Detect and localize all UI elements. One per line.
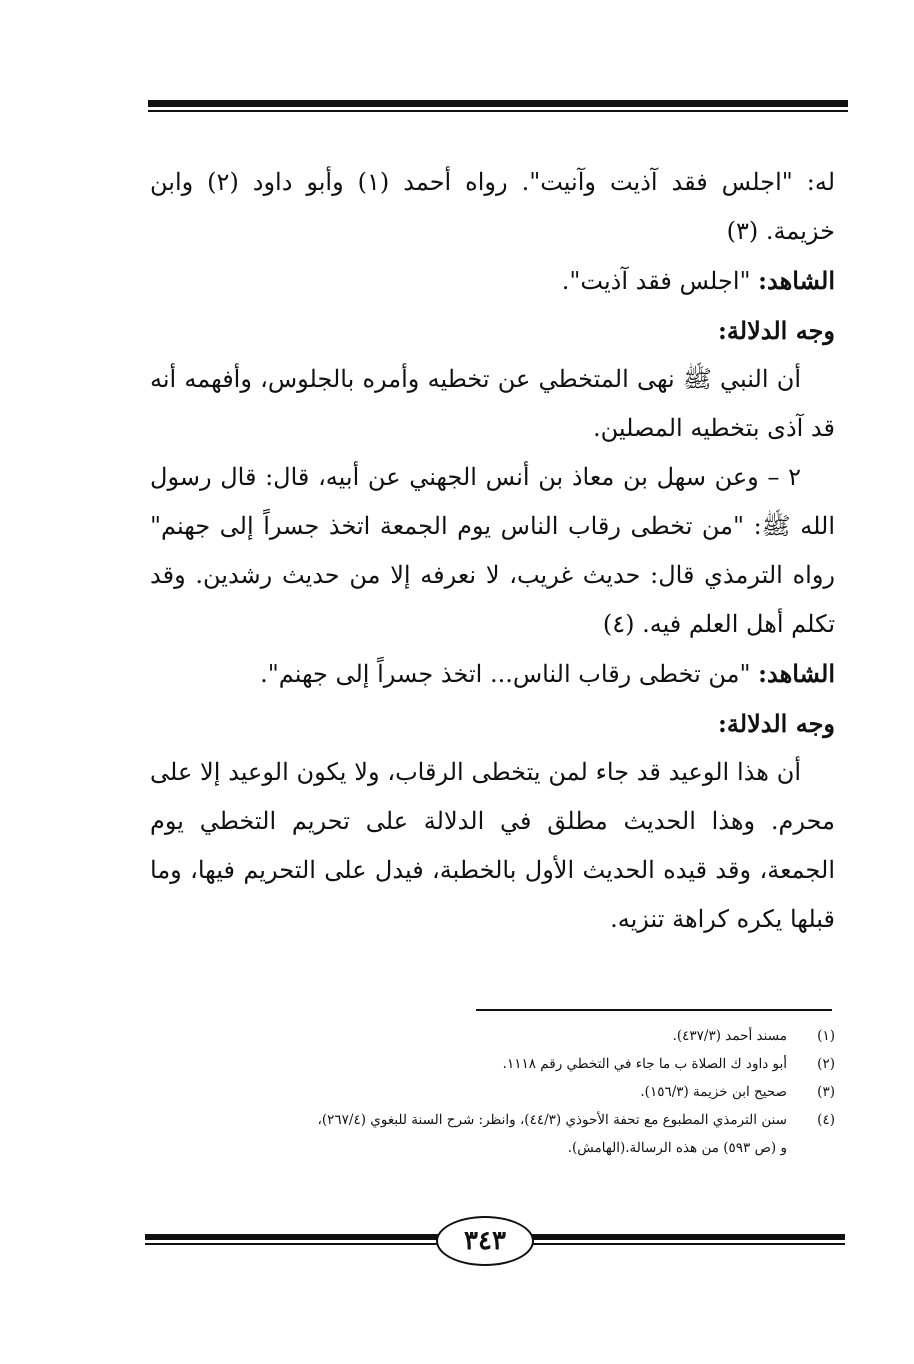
footnote-text: سنن الترمذي المطبوع مع تحفة الأحوذي (٤٤/٣)، وانظر: شرح السنة للبغوي (٢٦٧/٤)، bbox=[317, 1112, 787, 1128]
footnote-number: (١) bbox=[817, 1028, 835, 1044]
footnote-separator bbox=[476, 1009, 832, 1011]
shahid-1 bbox=[150, 256, 835, 306]
page-number-badge bbox=[436, 1216, 534, 1266]
wajh-aldalala-heading-1: وجه الدلالة: bbox=[718, 316, 835, 345]
paragraph-1: أن النبي ﷺ نهى المتخطي عن تخطيه وأمره بالجلوس، وأفهمه أنه قد آذى بتخطيه المصلين. bbox=[150, 365, 835, 442]
footnote-2 bbox=[140, 1050, 835, 1078]
footnote-4-continuation: و (ص ٥٩٣) من هذه الرسالة.(الهامش). bbox=[567, 1140, 787, 1156]
shahid-2 bbox=[150, 649, 835, 699]
shahid-text: "من تخطى رقاب الناس... اتخذ جسراً إلى جهنم". bbox=[260, 660, 759, 688]
header-rule bbox=[148, 100, 848, 112]
wajh-aldalala-heading-2: وجه الدلالة: bbox=[718, 709, 835, 738]
paragraph-2: ٢ – وعن سهل بن معاذ بن أنس الجهني عن أبيه، قال: قال رسول الله ﷺ: "من تخطى رقاب الناس يوم الجمعة اتخذ جسراً إلى جهنم" رواه الترمذي قال: حديث غريب، لا نعرفه إلا من حديث رشدين. وقد تكلم أهل العلم فيه. (٤) bbox=[150, 463, 835, 638]
paragraph-3: أن هذا الوعيد قد جاء لمن يتخطى الرقاب، ولا يكون الوعيد إلا على محرم. وهذا الحديث مطلق في الدلالة على تحريم التخطي يوم الجمعة، وقد قيده الحديث الأول بالخطبة، فيدل على التحريم فيها، وما قبلها يكره كراهة تنزيه. bbox=[150, 758, 836, 933]
footnotes bbox=[140, 1022, 835, 1162]
paragraph-continuation: له: "اجلس فقد آذيت وآنيت". رواه أحمد (١) وأبو داود (٢) وابن خزيمة. (٣) bbox=[150, 168, 836, 245]
footnote-text: صحيح ابن خزيمة (١٥٦/٣). bbox=[640, 1084, 787, 1100]
page-number: ٣٤٣ bbox=[464, 1226, 506, 1256]
footnote-4 bbox=[140, 1106, 835, 1134]
footnote-3 bbox=[140, 1078, 835, 1106]
footnote-number: (٣) bbox=[817, 1084, 835, 1100]
footnote-number: (٢) bbox=[817, 1056, 835, 1072]
shahid-label: الشاهد: bbox=[758, 266, 835, 295]
footnote-1 bbox=[140, 1022, 835, 1050]
footnote-number: (٤) bbox=[817, 1112, 835, 1128]
footnote-text: أبو داود ك الصلاة ب ما جاء في التخطي رقم ١١١٨. bbox=[502, 1056, 787, 1072]
shahid-text: "اجلس فقد آذيت". bbox=[561, 267, 759, 295]
shahid-label: الشاهد: bbox=[758, 659, 835, 688]
footnote-text: مسند أحمد (٤٣٧/٣). bbox=[672, 1028, 787, 1044]
main-text bbox=[150, 158, 835, 944]
